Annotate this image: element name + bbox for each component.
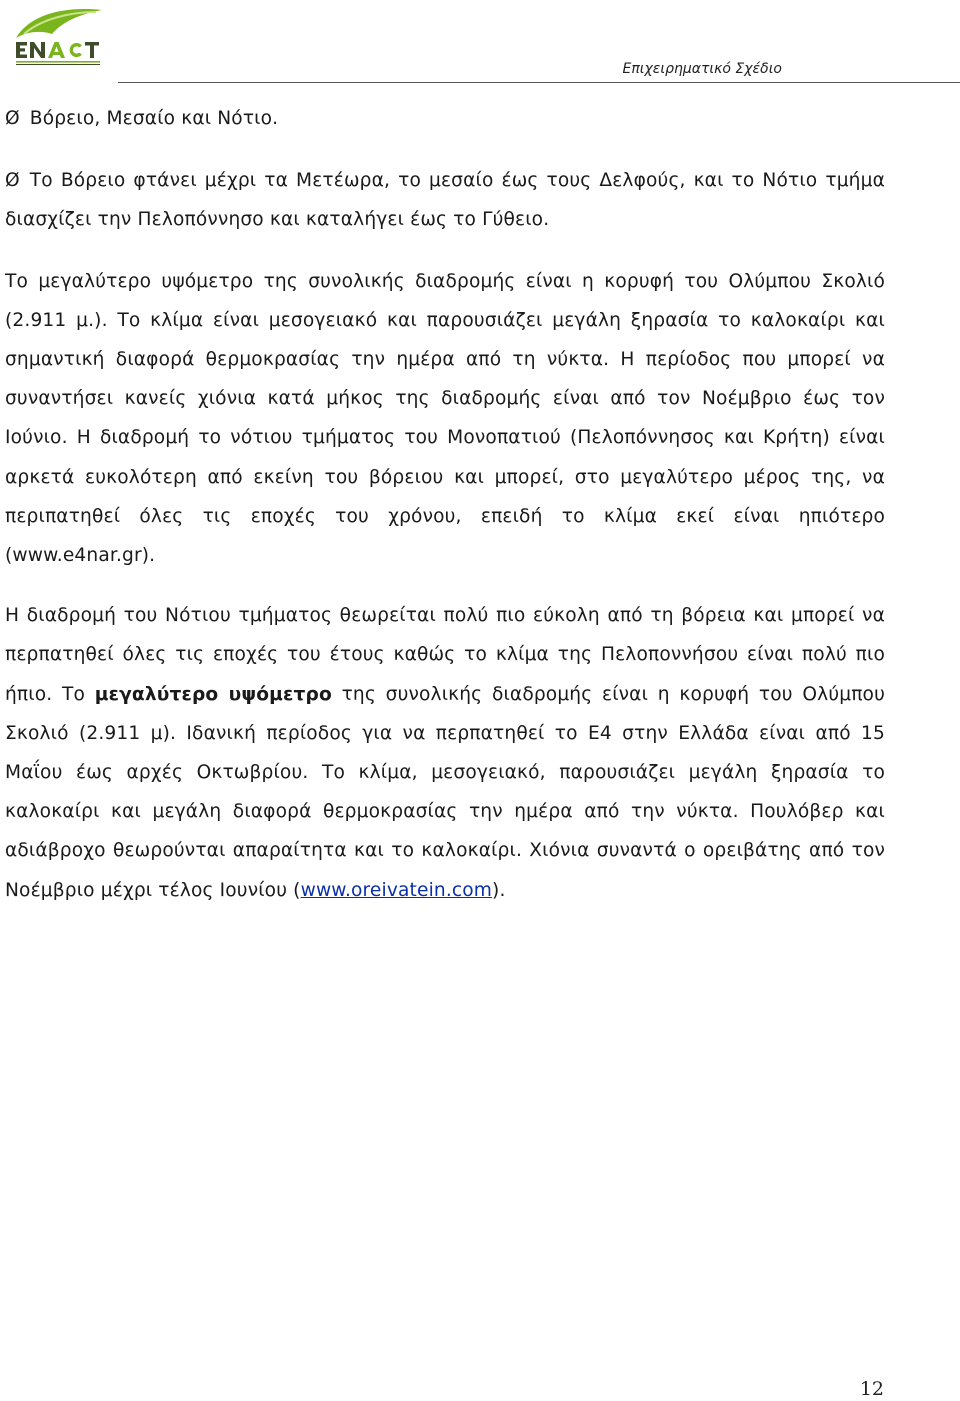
document-body <box>5 99 885 910</box>
bullet-arrow-icon: Ø <box>5 108 20 129</box>
enact-logo-icon <box>10 4 106 68</box>
page-number: 12 <box>859 1378 884 1400</box>
oreivatein-link[interactable]: www.oreivatein.com <box>300 879 493 901</box>
paragraph-text: Το μεγαλύτερο υψόμετρο της συνολικής διαδρομής είναι η κορυφή του Ολύμπου Σκολιό (2.911 μ.). Το κλίμα είναι μεσογειακό και παρουσιάζει μεγάλη ξηρασία το καλοκαίρι και σημαντική διαφορά θερμοκρασίας την ημέρα από τη νύκτα. Η περίοδος που μπορεί να συναντήσει κανείς χιόνια κατά μήκος της διαδρομής είναι από τον Νοέμβριο έως τον Ιούνιο. Η διαδρομή το νότιου τμήματος του Μονοπατιού (Πελοπόννησος και Κρήτη) είναι αρκετά ευκολότερη από εκείνη του βόρειου και μπορεί, στο μεγαλύτερο μέρος της, να περιπατηθεί όλες τις εποχές του χρόνου, επειδή το κλίμα εκεί είναι ηπιότερο (www.e4nar.gr). <box>5 270 885 567</box>
header-divider <box>118 82 960 83</box>
paragraph-text: Η διαδρομή του Νότιου τμήματος θεωρείται πολύ πιο εύκολη από τη βόρεια και μπορεί να περπατηθεί όλες τις εποχές του έτους καθώς το κλίμα της Πελοποννήσου είναι πολύ πιο ήπιο. Το <box>5 605 885 705</box>
paragraph-text: της συνολικής διαδρομής είναι η κορυφή του Ολύμπου Σκολιό (2.911 μ). Ιδανική περίοδος για να περπατηθεί το Ε4 στην Ελλάδα είναι από 15 Μαΐου έως αρχές Οκτωβρίου. Το κλίμα, μεσογειακό, παρουσιάζει μεγάλη ξηρασία το καλοκαίρι και μεγάλη διαφορά θερμοκρασίας την ημέρα από την νύκτα. Πουλόβερ και αδιάβροχο θεωρούνται απαραίτητα και το καλοκαίρι. Χιόνια συναντά ο ορειβάτης από τον Νοέμβριο μέχρι τέλος Ιουνίου ( <box>5 683 885 901</box>
paragraph-text: ). <box>492 879 506 901</box>
bullet-paragraph-1 <box>5 99 885 138</box>
bullet-arrow-icon: Ø <box>5 169 20 191</box>
paragraph-climate <box>5 262 885 576</box>
document-title: Επιχειρηματικό Σχέδιο <box>622 61 782 77</box>
page-header <box>0 0 960 100</box>
paragraph-south-route <box>5 596 885 910</box>
bold-term: μεγαλύτερο υψόμετρο <box>94 683 332 705</box>
bullet-paragraph-2 <box>5 161 885 239</box>
paragraph-text: Το Βόρειο φτάνει μέχρι τα Μετέωρα, το μεσαίο έως τους Δελφούς, και το Νότιο τμήμα διασχίζει την Πελοπόννησο και καταλήγει έως το Γύθειο. <box>5 169 885 230</box>
paragraph-text: Βόρειο, Μεσαίο και Νότιο. <box>29 108 279 129</box>
